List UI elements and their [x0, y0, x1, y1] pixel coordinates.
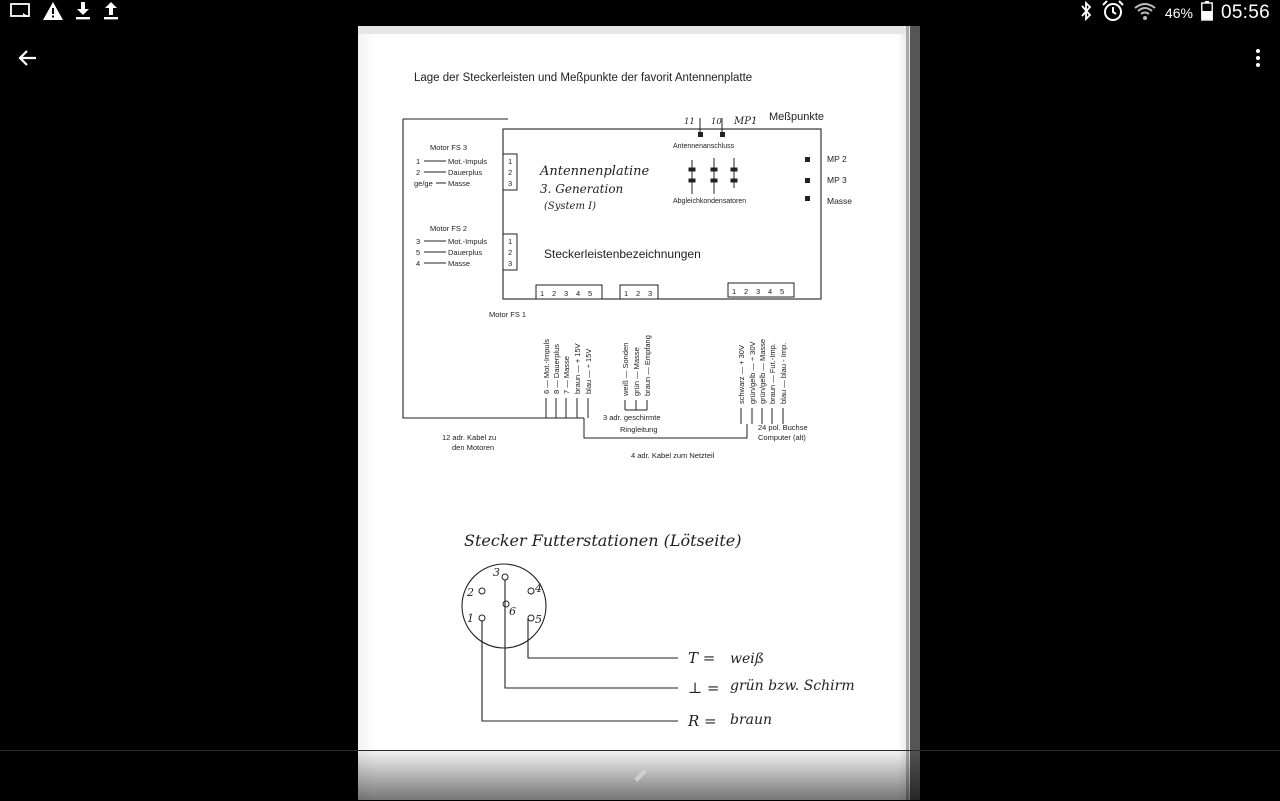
svg-text:1: 1	[467, 612, 474, 625]
mp-11-label: 11	[684, 117, 695, 127]
fs2-pin-1: 1	[508, 237, 513, 246]
mp1-label: MP1	[734, 116, 758, 127]
conn3-pin-1: 1	[732, 287, 737, 296]
conn1-pin-4: 4	[576, 289, 581, 298]
conn1-pin-2: 2	[552, 289, 557, 298]
svg-text:braun — Empfang: braun — Empfang	[643, 335, 652, 396]
mp3-label: MP 3	[827, 175, 847, 185]
conn2-pin-3: 3	[648, 289, 653, 298]
cable-12adr-line2: den Motoren	[452, 443, 495, 452]
conn3-pin-2: 2	[744, 287, 749, 296]
fs3-label-2: Dauerplus	[448, 168, 483, 177]
battery-icon	[1201, 1, 1213, 26]
svg-text:blau — blau - Imp.: blau — blau - Imp.	[779, 342, 788, 404]
scanned-document-page[interactable]	[358, 26, 920, 800]
board-title-line3: (System I)	[544, 201, 596, 212]
pencil-icon	[630, 766, 650, 786]
edit-button[interactable]	[626, 764, 654, 788]
fs3-pin-2: 2	[508, 168, 513, 177]
conn1-pin-1: 1	[540, 289, 545, 298]
warning-icon	[42, 1, 64, 26]
svg-text:grün/gelb — ÷ 30V: grün/gelb — ÷ 30V	[748, 341, 757, 404]
mp2-label: MP 2	[827, 154, 847, 164]
legend-t-sym: T =	[688, 649, 716, 667]
buchse-24-line2: Computer (alt)	[758, 433, 806, 442]
motor-fs2-title: Motor FS 2	[430, 224, 468, 233]
conn1-pin-3: 3	[564, 289, 569, 298]
fs3-wire-3: ge/ge	[414, 179, 433, 188]
svg-text:4: 4	[535, 582, 542, 595]
schematic-diagram	[358, 26, 920, 800]
svg-text:blau — ÷ 15V: blau — ÷ 15V	[584, 348, 593, 394]
battery-percent: 46%	[1164, 5, 1193, 21]
svg-text:3: 3	[493, 566, 500, 579]
document-title: Lage der Steckerleisten und Meßpunkte der favorit Antennenplatte	[414, 72, 753, 84]
fs2-label-3: Masse	[448, 259, 471, 268]
bluetooth-icon	[1079, 1, 1093, 26]
cable-12adr-line1: 12 adr. Kabel zu	[442, 433, 497, 442]
svg-text:6: 6	[509, 605, 516, 618]
cable-4adr-label: 4 adr. Kabel zum Netzteil	[631, 451, 715, 460]
svg-text:braun — Fut.-Imp.: braun — Fut.-Imp.	[768, 343, 777, 404]
fs2-wire-1: 3	[416, 237, 421, 246]
fs3-pin-3: 3	[508, 179, 513, 188]
svg-text:7 — Masse: 7 — Masse	[562, 356, 571, 394]
wifi-icon	[1133, 1, 1157, 26]
conn3-wire-labels	[737, 339, 788, 404]
svg-text:grün/gelb — Masse: grün/gelb — Masse	[758, 338, 767, 404]
conn1-pin-5: 5	[588, 289, 593, 298]
antennenanschluss-label: Antennenanschluss	[673, 143, 735, 150]
conn3-pin-4: 4	[768, 287, 773, 296]
messpunkte-label: Meßpunkte	[769, 111, 825, 123]
mp-10-label: 10	[711, 117, 722, 127]
cable-3adr-line2: Ringleitung	[620, 425, 658, 434]
stecker-title: Stecker Futterstationen (Lötseite)	[464, 531, 742, 550]
legend-t-val: weiß	[730, 651, 765, 667]
legend-gnd-val: grün bzw. Schirm	[730, 678, 855, 694]
fs3-label-1: Mot.-Impuls	[448, 157, 488, 166]
upload-icon	[102, 1, 120, 26]
back-button[interactable]	[14, 44, 42, 72]
steckerleisten-label: Steckerleistenbezeichnungen	[544, 247, 701, 261]
svg-text:grün — Masse: grün — Masse	[632, 347, 641, 396]
svg-text:braun — + 15V: braun — + 15V	[573, 343, 582, 394]
cast-icon	[10, 2, 32, 25]
svg-text:6 — Mot.-Impuls: 6 — Mot.-Impuls	[542, 338, 551, 394]
fs3-wire-1: 1	[416, 157, 421, 166]
fs2-pin-3: 3	[508, 259, 513, 268]
motor-fs1-label: Motor FS 1	[489, 310, 527, 319]
abgleich-label: Abgleichkondensatoren	[673, 198, 747, 205]
fs2-label-2: Dauerplus	[448, 248, 483, 257]
svg-text:schwarz — + 30V: schwarz — + 30V	[737, 345, 746, 404]
more-vert-icon	[1255, 48, 1261, 68]
cable-3adr-line1: 3 adr. geschirmte	[603, 413, 661, 422]
status-right-icons	[1079, 0, 1270, 27]
legend-r-val: braun	[730, 712, 773, 728]
status-left-icons	[10, 1, 120, 26]
arrow-back-icon	[18, 48, 38, 68]
legend-gnd-sym: ⊥ =	[688, 679, 720, 697]
svg-text:8 — Dauerplus: 8 — Dauerplus	[552, 343, 561, 394]
svg-text:5: 5	[535, 613, 542, 626]
svg-text:weiß — Sonden: weiß — Sonden	[621, 342, 630, 396]
board-title-line2: 3. Generation	[540, 182, 624, 196]
fs2-wire-3: 4	[416, 259, 421, 268]
fs2-label-1: Mot.-Impuls	[448, 237, 488, 246]
masse-mp-label: Masse	[827, 196, 853, 206]
alarm-icon	[1101, 0, 1125, 27]
download-icon	[74, 1, 92, 26]
buchse-24-line1: 24 pol. Buchse	[758, 423, 808, 432]
fs3-label-3: Masse	[448, 179, 471, 188]
conn3-pin-3: 3	[756, 287, 761, 296]
more-options-button[interactable]	[1250, 44, 1266, 72]
board-title-line1: Antennenplatine	[540, 164, 650, 179]
motor-fs3-title: Motor FS 3	[430, 143, 468, 152]
legend-r-sym: R =	[688, 712, 717, 730]
fs2-pin-2: 2	[508, 248, 513, 257]
fs2-wire-2: 5	[416, 248, 421, 257]
conn3-pin-5: 5	[780, 287, 785, 296]
fs3-pin-1: 1	[508, 157, 513, 166]
fs3-wire-2: 2	[416, 168, 421, 177]
conn2-pin-2: 2	[636, 289, 641, 298]
status-bar	[0, 0, 1280, 26]
clock-time: 05:56	[1220, 2, 1270, 23]
conn2-pin-1: 1	[624, 289, 629, 298]
svg-text:2: 2	[467, 586, 474, 599]
